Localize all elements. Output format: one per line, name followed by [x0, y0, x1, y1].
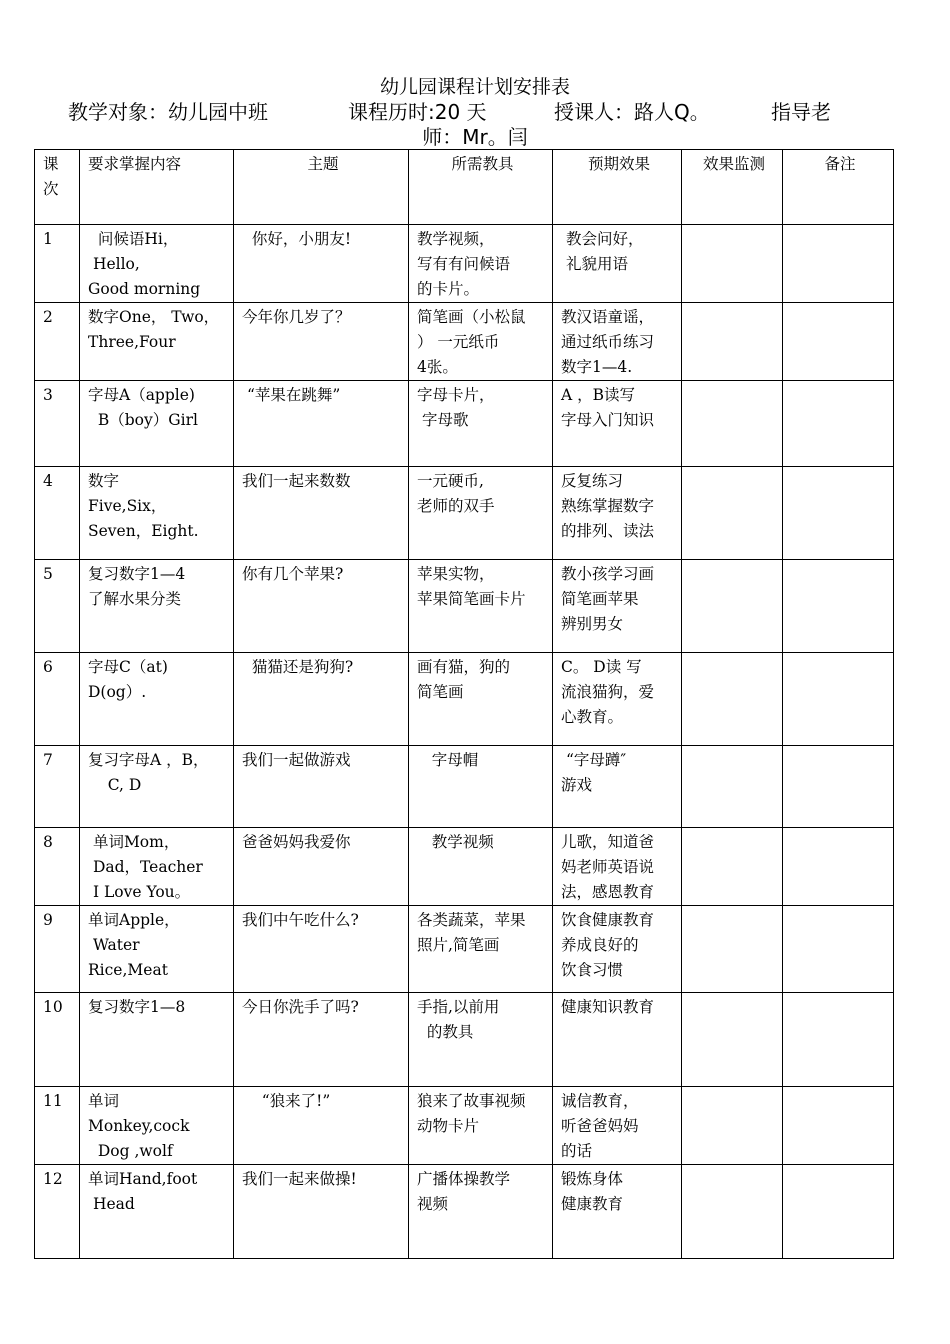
- cell-monitor: [682, 381, 783, 467]
- cell-content: 复习数字1—4 了解水果分类: [80, 560, 234, 653]
- table-row: [35, 653, 894, 746]
- header-cell-content: 要求掌握内容: [80, 150, 234, 225]
- cell-content: 单词Mom， Dad，Teacher I Love You。: [80, 828, 234, 906]
- cell-effect: 健康知识教育: [553, 993, 682, 1087]
- table-row: [35, 560, 894, 653]
- advisor-label: 指导老: [771, 100, 831, 124]
- cell-lesson: 12: [35, 1165, 80, 1259]
- cell-monitor: [682, 225, 783, 303]
- cell-theme: 我们中午吃什么?: [234, 906, 409, 993]
- cell-remarks: [783, 225, 894, 303]
- cell-content: 数字 Five,Six， Seven，Eight.: [80, 467, 234, 560]
- table-row: [35, 225, 894, 303]
- cell-effect: 反复练习 熟练掌握数字 的排列、读法: [553, 467, 682, 560]
- cell-lesson: 6: [35, 653, 80, 746]
- cell-lesson: 3: [35, 381, 80, 467]
- cell-lesson: 7: [35, 746, 80, 828]
- table-row: [35, 467, 894, 560]
- cell-theme: 今年你几岁了？: [234, 303, 409, 381]
- cell-remarks: [783, 560, 894, 653]
- cell-effect: 教汉语童谣， 通过纸币练习 数字1—4.: [553, 303, 682, 381]
- cell-materials: 一元硬币, 老师的双手: [409, 467, 553, 560]
- document-title: 幼儿园课程计划安排表: [379, 76, 570, 98]
- cell-remarks: [783, 993, 894, 1087]
- cell-content: 数字One， Two， Three,Four: [80, 303, 234, 381]
- cell-theme: 我们一起来做操!: [234, 1165, 409, 1259]
- cell-effect: C。 D读 写 流浪猫狗，爱 心教育。: [553, 653, 682, 746]
- cell-lesson: 11: [35, 1087, 80, 1165]
- cell-content: 字母A（apple) B（boy）Girl: [80, 381, 234, 467]
- cell-monitor: [682, 303, 783, 381]
- cell-effect: 诚信教育， 听爸爸妈妈 的话: [553, 1087, 682, 1165]
- table-row: [35, 303, 894, 381]
- cell-materials: 各类蔬菜，苹果 照片,简笔画: [409, 906, 553, 993]
- cell-content: 问候语Hi， Hello, Good morning: [80, 225, 234, 303]
- cell-monitor: [682, 653, 783, 746]
- cell-lesson: 9: [35, 906, 80, 993]
- table-row: [35, 993, 894, 1087]
- cell-effect: “字母蹲″ 游戏: [553, 746, 682, 828]
- cell-monitor: [682, 1087, 783, 1165]
- cell-theme: 猫猫还是狗狗?: [234, 653, 409, 746]
- cell-remarks: [783, 303, 894, 381]
- table-row: [35, 1087, 894, 1165]
- cell-remarks: [783, 1087, 894, 1165]
- cell-materials: 教学视频: [409, 828, 553, 906]
- teaching-target: 教学对象：幼儿园中班: [68, 100, 268, 124]
- cell-lesson: 10: [35, 993, 80, 1087]
- cell-lesson: 2: [35, 303, 80, 381]
- cell-theme: 你有几个苹果?: [234, 560, 409, 653]
- header-cell-theme: 主题: [234, 150, 409, 225]
- header-cell-remarks: 备注: [783, 150, 894, 225]
- cell-monitor: [682, 560, 783, 653]
- cell-materials: 教学视频， 写有有问候语 的卡片。: [409, 225, 553, 303]
- cell-monitor: [682, 828, 783, 906]
- cell-content: 字母C（at) D(og）.: [80, 653, 234, 746]
- cell-theme: “苹果在跳舞”: [234, 381, 409, 467]
- cell-monitor: [682, 906, 783, 993]
- cell-monitor: [682, 1165, 783, 1259]
- cell-effect: A ，B读写 字母入门知识: [553, 381, 682, 467]
- cell-monitor: [682, 467, 783, 560]
- cell-content: 复习数字1—8: [80, 993, 234, 1087]
- cell-monitor: [682, 993, 783, 1087]
- table-row: [35, 828, 894, 906]
- course-duration: 课程历时:20 天: [348, 100, 487, 124]
- cell-content: 复习字母A ，B， C, D: [80, 746, 234, 828]
- cell-effect: 儿歌，知道爸 妈老师英语说 法，感恩教育: [553, 828, 682, 906]
- cell-materials: 苹果实物， 苹果简笔画卡片: [409, 560, 553, 653]
- cell-materials: 字母卡片， 字母歌: [409, 381, 553, 467]
- cell-content: 单词Apple， Water Rice,Meat: [80, 906, 234, 993]
- header-cell-effect: 预期效果: [553, 150, 682, 225]
- cell-remarks: [783, 1165, 894, 1259]
- table-row: [35, 746, 894, 828]
- cell-content: 单词 Monkey,cock Dog ,wolf: [80, 1087, 234, 1165]
- table-row: [35, 906, 894, 993]
- header-cell-lesson: 课 次: [35, 150, 80, 225]
- table-row: [35, 381, 894, 467]
- cell-lesson: 4: [35, 467, 80, 560]
- cell-materials: 简笔画（小松鼠 ） 一元纸币 4张。: [409, 303, 553, 381]
- cell-monitor: [682, 746, 783, 828]
- cell-content: 单词Hand,foot Head: [80, 1165, 234, 1259]
- cell-lesson: 1: [35, 225, 80, 303]
- course-plan-table: [34, 149, 894, 1259]
- cell-effect: 锻炼身体 健康教育: [553, 1165, 682, 1259]
- cell-theme: 爸爸妈妈我爱你: [234, 828, 409, 906]
- cell-remarks: [783, 828, 894, 906]
- cell-materials: 广播体操教学 视频: [409, 1165, 553, 1259]
- advisor-name: 师：Mr。闫: [422, 125, 528, 149]
- cell-theme: “狼来了!”: [234, 1087, 409, 1165]
- cell-materials: 手指,以前用 的教具: [409, 993, 553, 1087]
- cell-theme: 今日你洗手了吗?: [234, 993, 409, 1087]
- cell-lesson: 8: [35, 828, 80, 906]
- header-cell-materials: 所需教具: [409, 150, 553, 225]
- cell-theme: 我们一起来数数: [234, 467, 409, 560]
- cell-materials: 狼来了故事视频 动物卡片: [409, 1087, 553, 1165]
- cell-remarks: [783, 746, 894, 828]
- cell-effect: 教小孩学习画 简笔画苹果 辨别男女: [553, 560, 682, 653]
- cell-lesson: 5: [35, 560, 80, 653]
- cell-theme: 我们一起做游戏: [234, 746, 409, 828]
- cell-remarks: [783, 467, 894, 560]
- header-cell-monitor: 效果监测: [682, 150, 783, 225]
- cell-theme: 你好，小朋友!: [234, 225, 409, 303]
- cell-remarks: [783, 906, 894, 993]
- cell-effect: 饮食健康教育 养成良好的 饮食习惯: [553, 906, 682, 993]
- cell-remarks: [783, 381, 894, 467]
- table-header-row: [35, 150, 894, 225]
- cell-remarks: [783, 653, 894, 746]
- cell-materials: 画有猫，狗的 简笔画: [409, 653, 553, 746]
- table-row: [35, 1165, 894, 1259]
- cell-effect: 教会问好， 礼貌用语: [553, 225, 682, 303]
- teacher-name: 授课人：路人Q。: [554, 100, 710, 124]
- cell-materials: 字母帽: [409, 746, 553, 828]
